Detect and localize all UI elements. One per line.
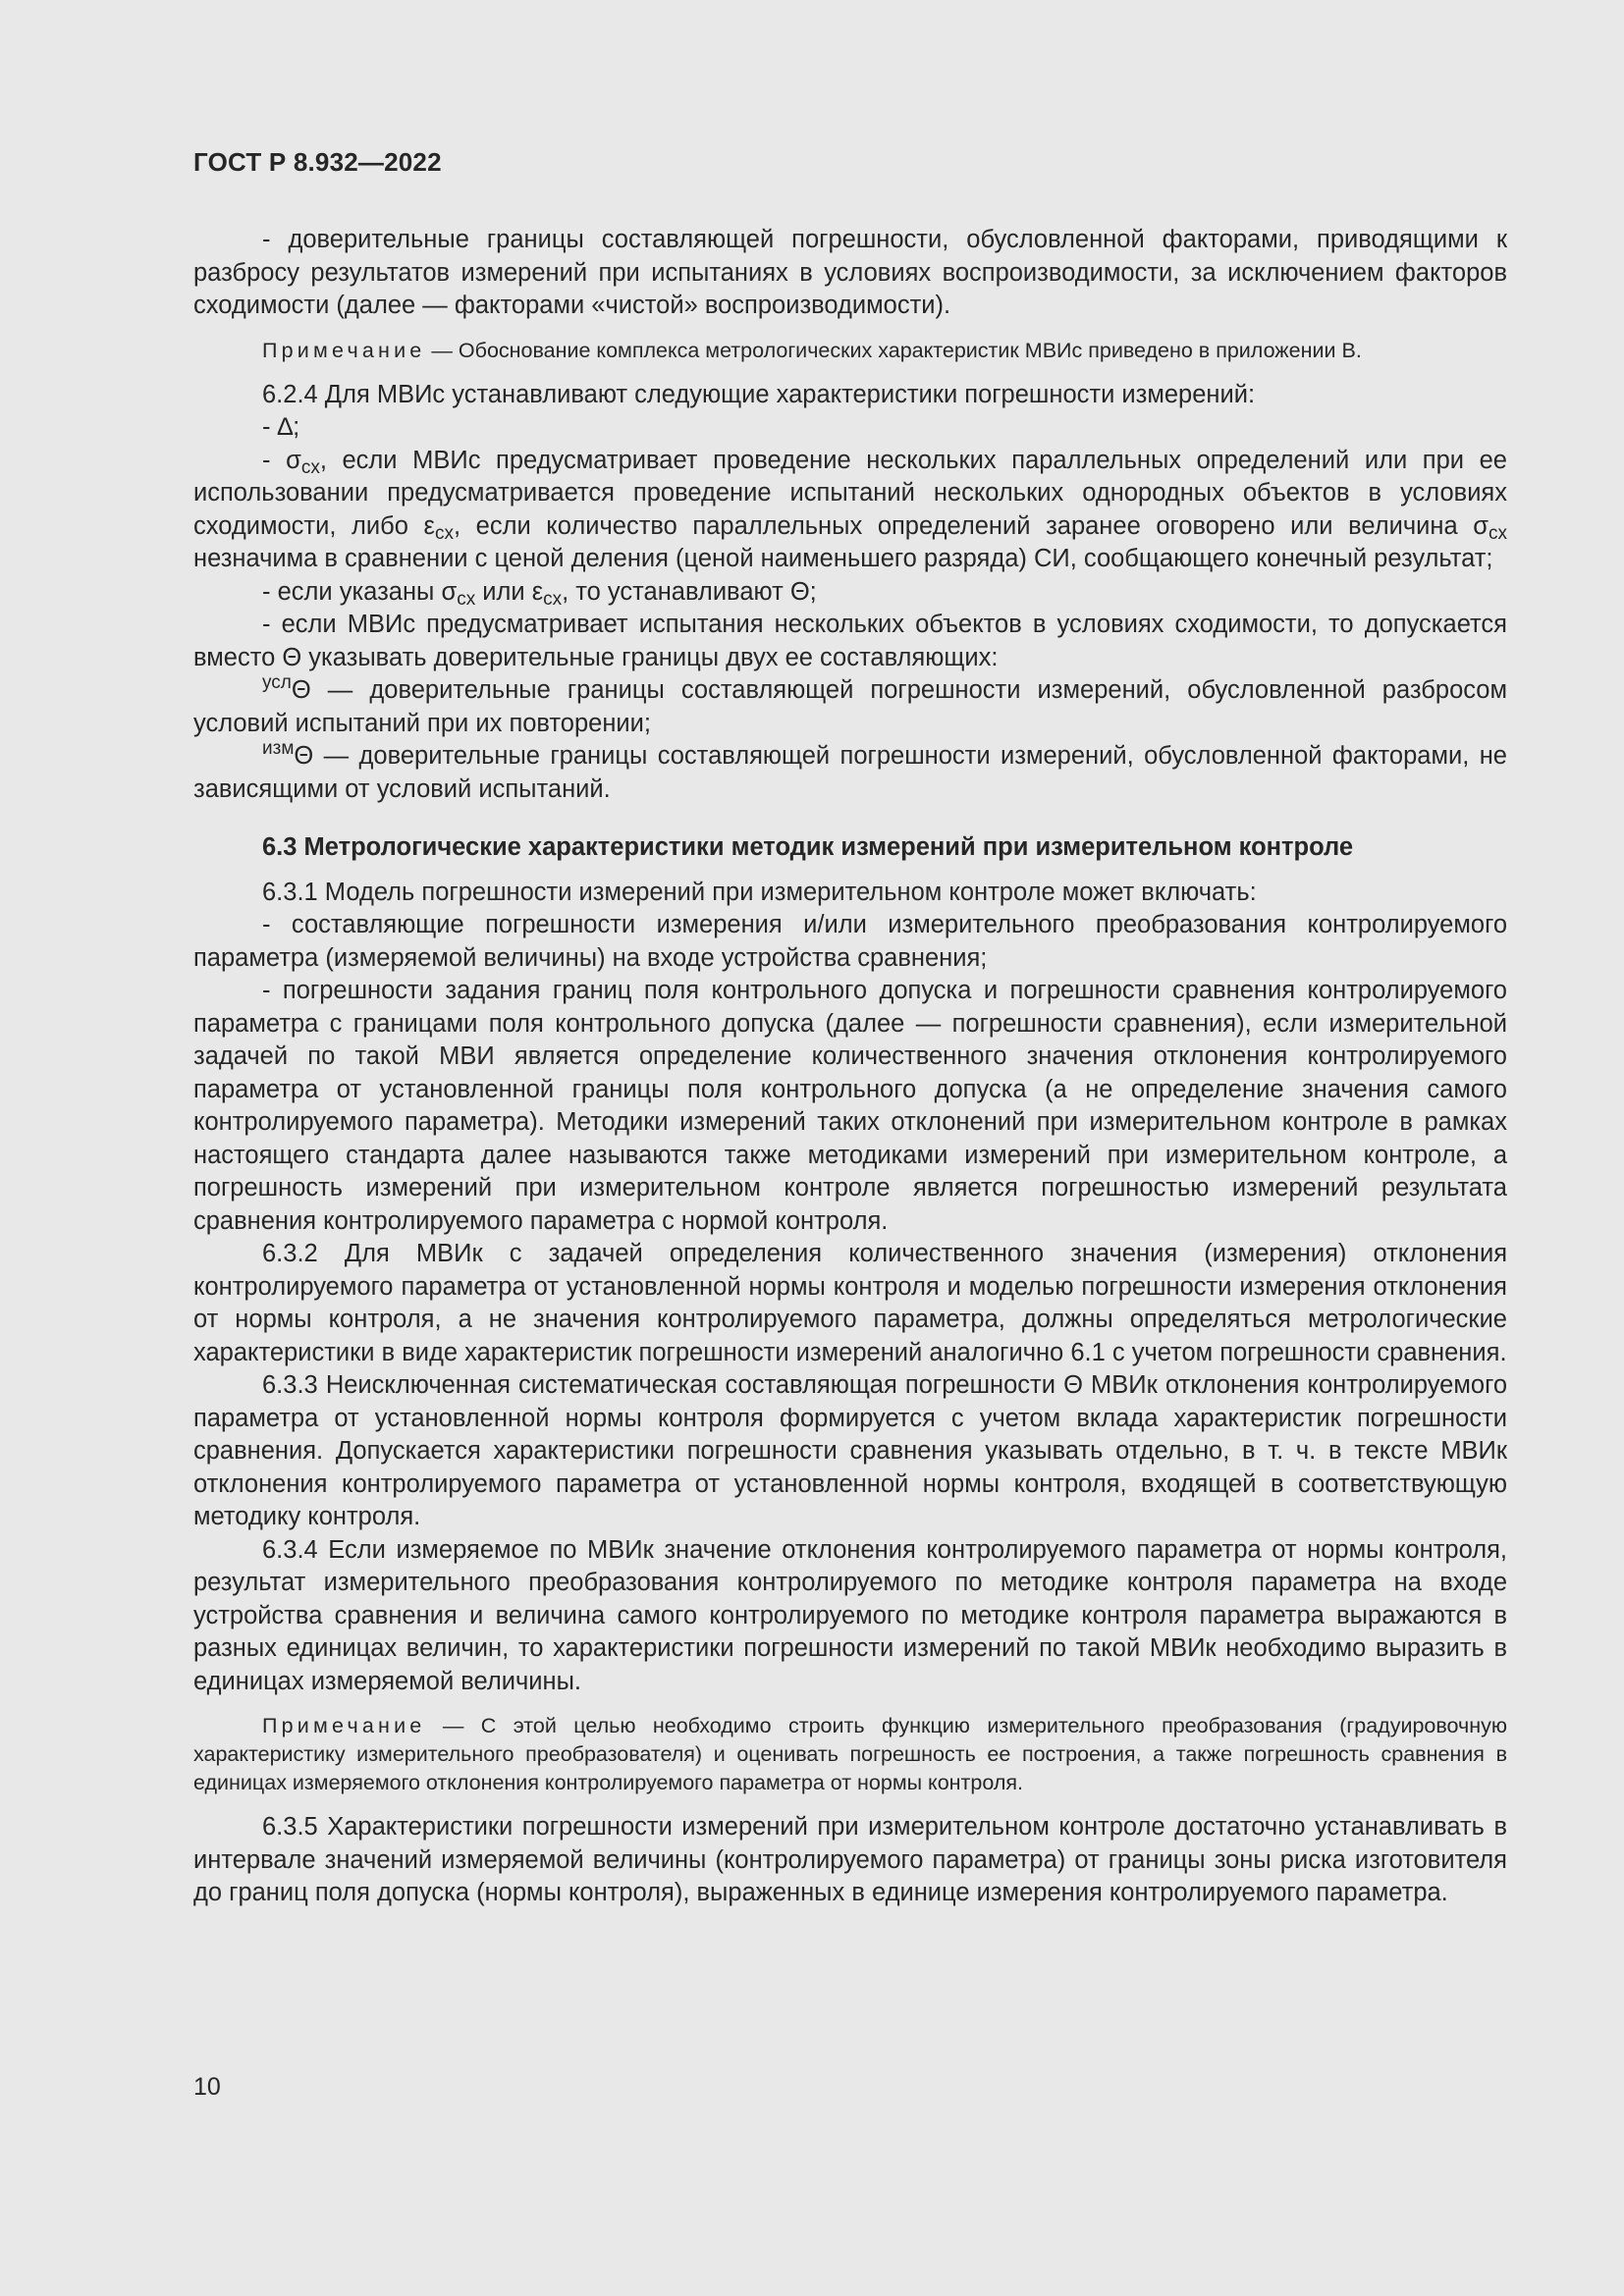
sigma-text-1: , если МВИс предусматривает проведение нескольких параллельных определений или при ее использовании предусматривается проведение испытаний нескольких однородных объектов в условиях сходимости, либо ε (193, 446, 1507, 540)
list-item-sigma (193, 445, 1507, 576)
paragraph-6-3-1-a: - составляющие погрешности измерения и/или измерительного преобразования контролируемого параметра (измеряемой величины) на входе устройства сравнения; (193, 911, 1507, 972)
subscript: cx (300, 456, 320, 478)
note-label: Примечание (262, 338, 426, 362)
paragraph-6-3-4: 6.3.4 Если измеряемое по МВИк значение отклонения контролируемого параметра от нормы контроля, результат измерительного преобразования контролируемого по методике контроля параметра на входе устройства сравнения и величина самого контролируемого по методике контроля параметра выражаются в разных единицах величин, то характеристики погрешности измерений по такой МВИк необходимо выразить в единицах измеряемой величины. (193, 1535, 1507, 1695)
note-1 (193, 337, 1507, 365)
paragraph-6-3-1: 6.3.1 Модель погрешности измерений при измерительном контроле может включать: (262, 878, 1257, 906)
note-2 (193, 1712, 1507, 1797)
sigma-text-2: , если количество параллельных определений заранее оговорено или величина σ (453, 511, 1489, 540)
document-header: ГОСТ Р 8.932—2022 (193, 147, 442, 177)
paragraph-6-2-4: 6.2.4 Для МВИс устанавливают следующие характеристики погрешности измерений: (262, 380, 1256, 408)
section-heading-6-3: 6.3 Метрологические характеристики методик измерений при измерительном контроле (262, 833, 1354, 861)
subscript: cx (457, 588, 476, 610)
list-item-if-multiple: - если МВИс предусматривает испытания нескольких объектов в условиях сходимости, то допускается вместо Θ указывать доверительные границы двух ее составляющих: (193, 611, 1507, 671)
list-item-if-specified (193, 576, 1507, 610)
paragraph-6-3-2: 6.3.2 Для МВИк с задачей определения количественного значения (измерения) отклонения контролируемого параметра от установленной нормы контроля и моделью погрешности измерения отклонения от нормы контроля, а не значения контролируемого параметра, должны определяться метрологические характеристики в виде характеристик погрешности измерений аналогично 6.1 с учетом погрешности сравнения. (193, 1240, 1507, 1366)
paragraph-6-3-5: 6.3.5 Характеристики погрешности измерений при измерительном контроле достаточно устанавливать в интервале значений измеряемой величины (контролируемого параметра) от границы зоны риска изготовителя до границ поля допуска (нормы контроля), выраженных в единице измерения контролируемого параметра. (193, 1813, 1507, 1906)
subscript: cx (543, 588, 563, 610)
paragraph-6-3-3: 6.3.3 Неисключенная систематическая составляющая погрешности Θ МВИк отклонения контролируемого параметра от установленной нормы контроля формируется с учетом вклада характеристик погрешности сравнения. Допускается характеристики погрешности сравнения указывать отдельно, в т. ч. в тексте МВИк отклонения контролируемого параметра от установленной нормы контроля, входящей в соответствующую методику контроля. (193, 1371, 1507, 1530)
superscript: усл (262, 672, 292, 693)
note-label: Примечание (262, 1714, 426, 1737)
list-item-usl-theta (193, 674, 1507, 740)
document-body (193, 224, 1507, 1910)
note-text: — С этой целью необходимо строить функцию измерительного преобразования (градуировочную характеристику измерительного преобразователя) и оценивать погрешность ее построения, а также погрешность сравнения в единицах измеряемого отклонения контролируемого параметра от нормы контроля. (193, 1714, 1507, 1794)
superscript: изм (262, 738, 295, 759)
paragraph-intro: - доверительные границы составляющей погрешности, обусловленной факторами, приводящими к разбросу результатов измерений при испытаниях в условиях воспроизводимости, за исключением факторов сходимости (далее — факторами «чистой» воспроизводимости). (193, 226, 1507, 319)
sigma-prefix: - σ (262, 446, 301, 474)
izm-text: Θ — доверительные границы составляющей погрешности измерений, обусловленной факторами, не зависящими от условий испытаний. (193, 742, 1507, 803)
paragraph-6-3-1-b: - погрешности задания границ поля контрольного допуска и погрешности сравнения контролируемого параметра с границами поля контрольного допуска (далее — погрешности сравнения), если измерительной задачей по такой МВИ является определение количественного значения отклонения контролируемого параметра от установленной границы поля контрольного допуска (а не определение значения самого контролируемого параметра). Методики измерений таких отклонений при измерительном контроле в рамках настоящего стандарта далее называются также методиками измерений при измерительном контроле, а погрешность измерений при измерительном контроле является погрешностью измерений результата сравнения контролируемого параметра с нормой контроля. (193, 977, 1507, 1235)
if-prefix: - если указаны σ (262, 577, 458, 606)
sigma-text-3: незначима в сравнении с ценой деления (ценой наименьшего разряда) СИ, сообщающего конечный результат; (193, 545, 1493, 572)
page-number: 10 (193, 2073, 221, 2101)
note-text: — Обоснование комплекса метрологических характеристик МВИс приведено в приложении В. (425, 338, 1362, 362)
usl-text: Θ — доверительные границы составляющей погрешности измерений, обусловленной разбросом условий испытаний при их повторении; (193, 676, 1507, 737)
if-suffix: , то устанавливают Θ; (562, 577, 817, 606)
list-item-izm-theta (193, 740, 1507, 806)
subscript: cx (1489, 522, 1507, 544)
list-item-delta: - ∆; (262, 413, 300, 441)
subscript: cx (434, 522, 454, 544)
if-mid: или ε (475, 577, 544, 606)
